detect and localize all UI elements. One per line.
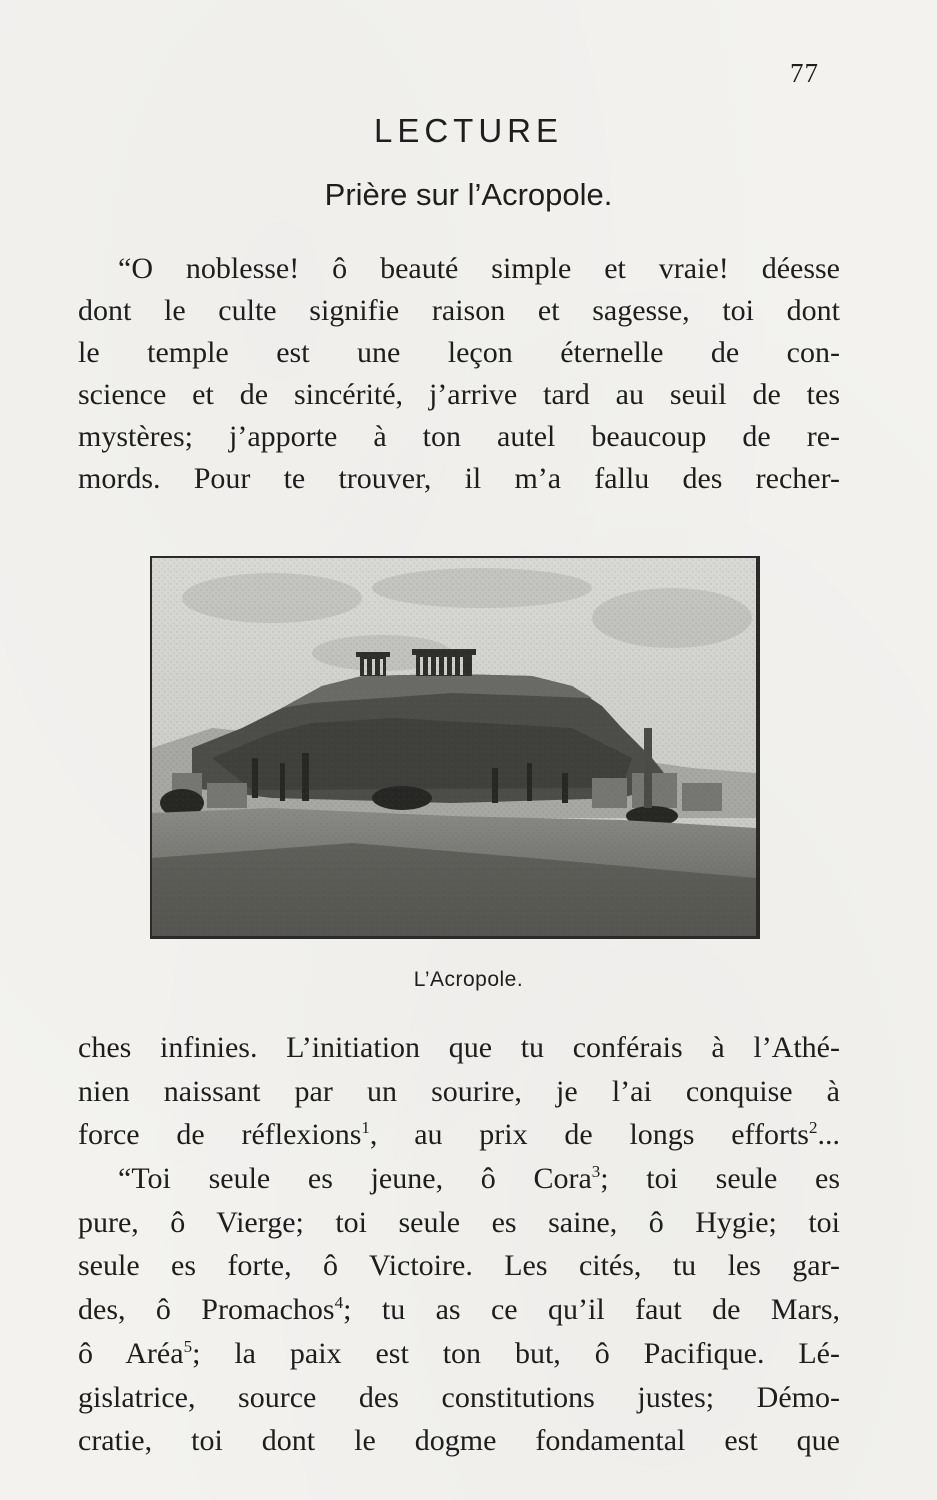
figure-caption: L’Acropole. xyxy=(413,968,524,991)
text-line: le temple est une leçon éternelle de con- xyxy=(78,336,840,369)
text-line: cratie, toi dont le dogme fondamental est que xyxy=(78,1424,840,1458)
text-line: force de réflexions$^1$, au prix de longs efforts$^2$... xyxy=(78,1118,840,1152)
footnote-marker[interactable]: 2 xyxy=(808,1118,818,1138)
section-heading: LECTURE xyxy=(373,112,564,149)
text-line: mystères; j’apporte à ton autel beaucoup de re- xyxy=(78,420,840,453)
text-line: ô Aréa$^5$; la paix est ton but, ô Pacifique. Lé- xyxy=(78,1336,840,1370)
text-line: ches infinies. L’initiation que tu conférais à l’Athé- xyxy=(78,1031,840,1064)
text-line: gislatrice, source des constitutions justes; Démo- xyxy=(78,1380,840,1414)
text-line: pure, ô Vierge; toi seule es saine, ô Hygie; toi xyxy=(78,1205,840,1239)
footnote-marker[interactable]: 3 xyxy=(591,1162,601,1182)
text-line: seule es forte, ô Victoire. Les cités, tu les gar- xyxy=(78,1249,840,1283)
text-line: mords. Pour te trouver, il m’a fallu des recher- xyxy=(78,462,840,495)
text-line: “O noblesse! ô beauté simple et vraie! déesse xyxy=(118,252,840,285)
footnote-marker[interactable]: 4 xyxy=(334,1293,344,1313)
section-title: Prière sur l’Acropole. xyxy=(324,177,613,212)
acropolis-photograph xyxy=(150,556,760,939)
paragraph-1 xyxy=(78,248,840,500)
text-line: “Toi seule es jeune, ô Cora$^3$; toi seule es xyxy=(118,1162,841,1196)
text-line: des, ô Promachos$^4$; tu as ce qu’il faut de Mars, xyxy=(78,1293,841,1327)
text-line: dont le culte signifie raison et sagesse, toi dont xyxy=(78,294,840,327)
footnote-marker[interactable]: 1 xyxy=(361,1118,370,1138)
text-line: science et de sincérité, j’arrive tard au seuil de tes xyxy=(78,378,840,411)
text-line: nien naissant par un sourire, je l’ai conquise à xyxy=(78,1074,840,1108)
footnote-marker[interactable]: 5 xyxy=(183,1336,193,1356)
page-number: 77 xyxy=(790,58,819,88)
paragraph-2 xyxy=(78,1026,840,1463)
